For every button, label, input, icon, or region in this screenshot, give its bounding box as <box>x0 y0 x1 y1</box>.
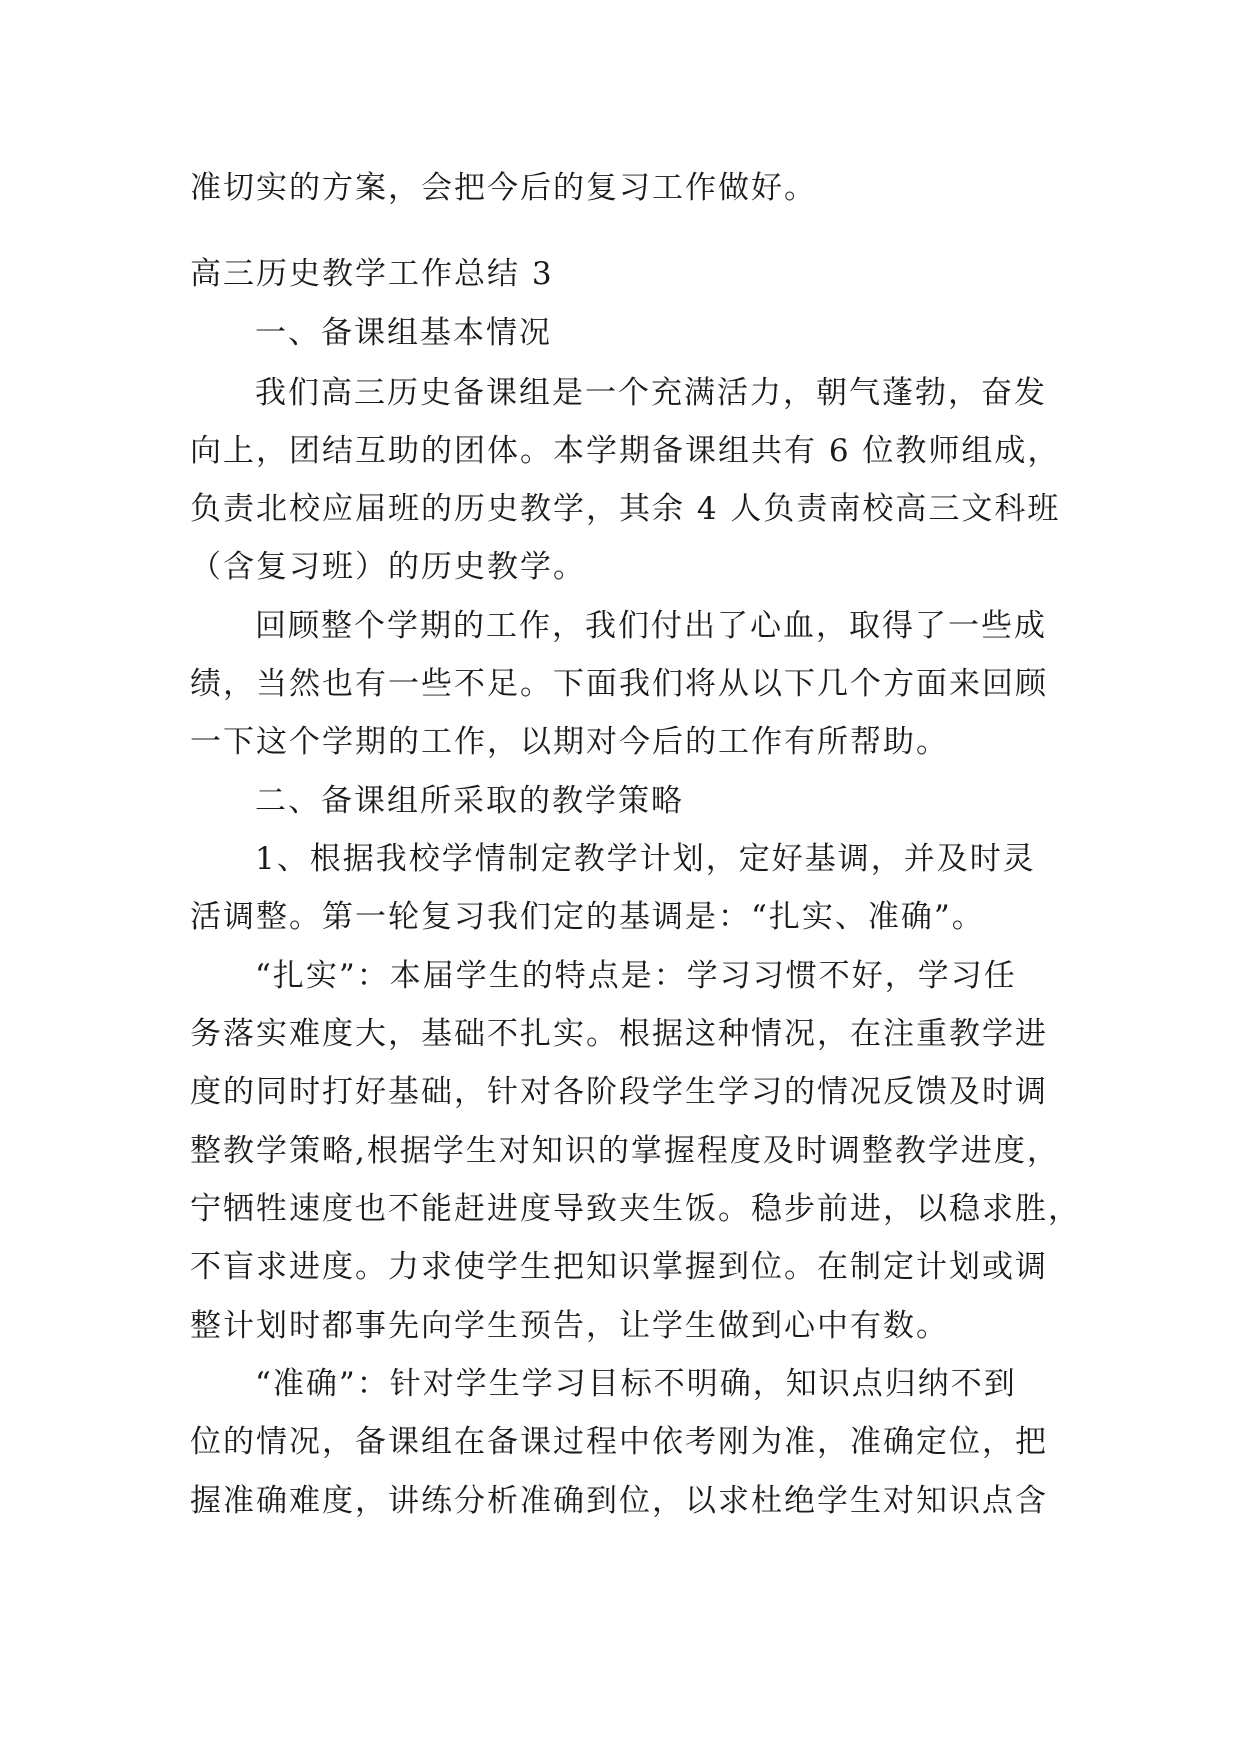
section-title: 高三历史教学工作总结 3 <box>190 256 554 292</box>
paragraph-line: 准切实的方案，会把今后的复习工作做好。 <box>190 170 817 206</box>
paragraph-line: 绩，当然也有一些不足。下面我们将从以下几个方面来回顾 <box>190 666 1048 702</box>
paragraph-line: 向上，团结互助的团体。本学期备课组共有 6 位教师组成， <box>190 433 1061 469</box>
paragraph-line: 1、根据我校学情制定教学计划，定好基调，并及时灵 <box>255 841 1036 877</box>
paragraph-line: 位的情况，备课组在备课过程中依考刚为准，准确定位，把 <box>190 1424 1048 1460</box>
paragraph-line: “准确”：针对学生学习目标不明确，知识点归纳不到 <box>255 1366 1017 1402</box>
paragraph-line: 不盲求进度。力求使学生把知识掌握到位。在制定计划或调 <box>190 1249 1048 1285</box>
section-heading: 一、备课组基本情况 <box>255 315 552 351</box>
paragraph-line: 宁牺牲速度也不能赶进度导致夹生饭。稳步前进，以稳求胜， <box>190 1191 1081 1227</box>
paragraph-line: 整教学策略,根据学生对知识的掌握程度及时调整教学进度， <box>190 1133 1060 1169</box>
paragraph-line: “扎实”：本届学生的特点是：学习习惯不好，学习任 <box>255 958 1017 994</box>
paragraph-line: 活调整。第一轮复习我们定的基调是：“扎实、准确”。 <box>190 899 985 935</box>
paragraph-line: 握准确难度，讲练分析准确到位，以求杜绝学生对知识点含 <box>190 1483 1048 1519</box>
paragraph-line: 度的同时打好基础，针对各阶段学生学习的情况反馈及时调 <box>190 1074 1048 1110</box>
section-heading: 二、备课组所采取的教学策略 <box>255 783 684 819</box>
paragraph-line: 务落实难度大，基础不扎实。根据这种情况，在注重教学进 <box>190 1016 1048 1052</box>
paragraph-line: 我们高三历史备课组是一个充满活力，朝气蓬勃，奋发 <box>255 375 1047 411</box>
paragraph-line: 负责北校应届班的历史教学，其余 4 人负责南校高三文科班 <box>190 491 1061 527</box>
paragraph-line: 整计划时都事先向学生预告，让学生做到心中有数。 <box>190 1308 949 1344</box>
paragraph-line: 一下这个学期的工作，以期对今后的工作有所帮助。 <box>190 724 949 760</box>
paragraph-line: （含复习班）的历史教学。 <box>190 549 586 585</box>
paragraph-line: 回顾整个学期的工作，我们付出了心血，取得了一些成 <box>255 608 1047 644</box>
